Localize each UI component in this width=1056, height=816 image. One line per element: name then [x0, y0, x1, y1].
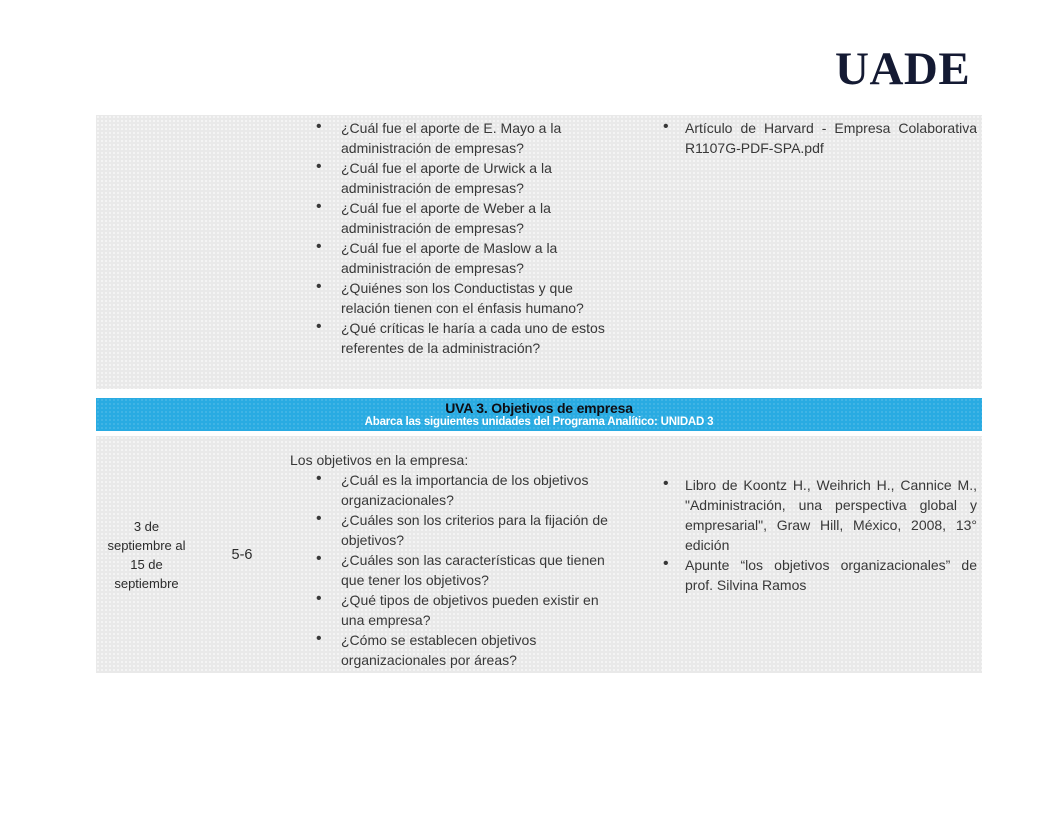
question-item [287, 550, 650, 590]
bullet-icon [316, 470, 341, 510]
bibliography-text: Artículo de Harvard - Empresa Colaborativa R1107G-PDF-SPA.pdf [685, 120, 977, 156]
question-item [287, 158, 650, 198]
question-item [287, 278, 650, 318]
uva2-bibliography-list [650, 118, 982, 158]
bibliography-item [650, 555, 982, 595]
bibliography-text: Libro de Koontz H., Weihrich H., Cannice M., "Administración, una perspectiva global y empresarial", Graw Hill, México, 2008, 13° edición [685, 477, 977, 553]
question-text: ¿Quiénes son los Conductistas y que relación tienen con el énfasis humano? [341, 280, 584, 316]
uva3-questions-cell [287, 436, 650, 673]
banner-subtitle: Abarca las siguientes unidades del Programa Analítico: UNIDAD 3 [364, 416, 714, 428]
bullet-icon [316, 198, 341, 238]
bibliography-item [650, 475, 982, 555]
bullet-icon [663, 475, 685, 555]
uva3-banner [96, 398, 982, 431]
uva3-bibliography-cell [650, 436, 982, 673]
question-text: ¿Cuál fue el aporte de Urwick a la administración de empresas? [341, 160, 552, 196]
bullet-icon [316, 238, 341, 278]
uva2-bibliography-cell [650, 115, 982, 389]
uva3-question-list [287, 470, 650, 670]
question-text: ¿Cuál fue el aporte de Maslow a la administración de empresas? [341, 240, 558, 276]
question-text: ¿Cuál fue el aporte de E. Mayo a la administración de empresas? [341, 120, 562, 156]
bibliography-text: Apunte “los objetivos organizacionales” de prof. Silvina Ramos [685, 557, 977, 593]
bullet-icon [663, 555, 685, 595]
question-item [287, 198, 650, 238]
bullet-icon [316, 590, 341, 630]
question-item [287, 238, 650, 278]
question-text: ¿Qué críticas le haría a cada uno de estos referentes de la administración? [341, 320, 605, 356]
uva3-row [96, 436, 982, 673]
uva2-date-cell [96, 115, 217, 389]
question-item [287, 318, 650, 358]
bullet-icon [316, 278, 341, 318]
bibliography-item [650, 118, 982, 158]
question-text: ¿Cuál fue el aporte de Weber a la administración de empresas? [341, 200, 551, 236]
question-item [287, 590, 650, 630]
question-text: ¿Cómo se establecen objetivos organizacionales por áreas? [341, 632, 537, 668]
question-text: ¿Qué tipos de objetivos pueden existir en una empresa? [341, 592, 599, 628]
question-item [287, 118, 650, 158]
questions-intro: Los objetivos en la empresa: [290, 452, 469, 468]
week-numbers: 5-6 [231, 546, 253, 563]
bullet-icon [316, 158, 341, 198]
date-range: 3 de septiembre al 15 de septiembre [107, 518, 186, 591]
question-text: ¿Cuáles son los criterios para la fijación de objetivos? [341, 512, 608, 548]
uva3-date-cell [96, 436, 217, 673]
uva2-week-cell [217, 115, 287, 389]
uva2-row [96, 115, 982, 389]
bullet-icon [316, 118, 341, 158]
question-item [287, 470, 650, 510]
uva3-week-cell [217, 436, 287, 673]
bullet-icon [316, 318, 341, 358]
bullet-icon [316, 510, 341, 550]
uade-logo: UADE [835, 43, 971, 95]
uva2-question-list [287, 118, 650, 358]
question-item [287, 630, 650, 670]
banner-title: UVA 3. Objetivos de empresa [445, 400, 633, 416]
bullet-icon [316, 630, 341, 670]
bullet-icon [663, 118, 685, 158]
question-text: ¿Cuál es la importancia de los objetivos organizacionales? [341, 472, 589, 508]
bullet-icon [316, 550, 341, 590]
uva3-bibliography-list [650, 475, 982, 595]
question-text: ¿Cuáles son las características que tienen que tener los objetivos? [341, 552, 605, 588]
question-item [287, 510, 650, 550]
uva2-questions-cell [287, 115, 650, 389]
